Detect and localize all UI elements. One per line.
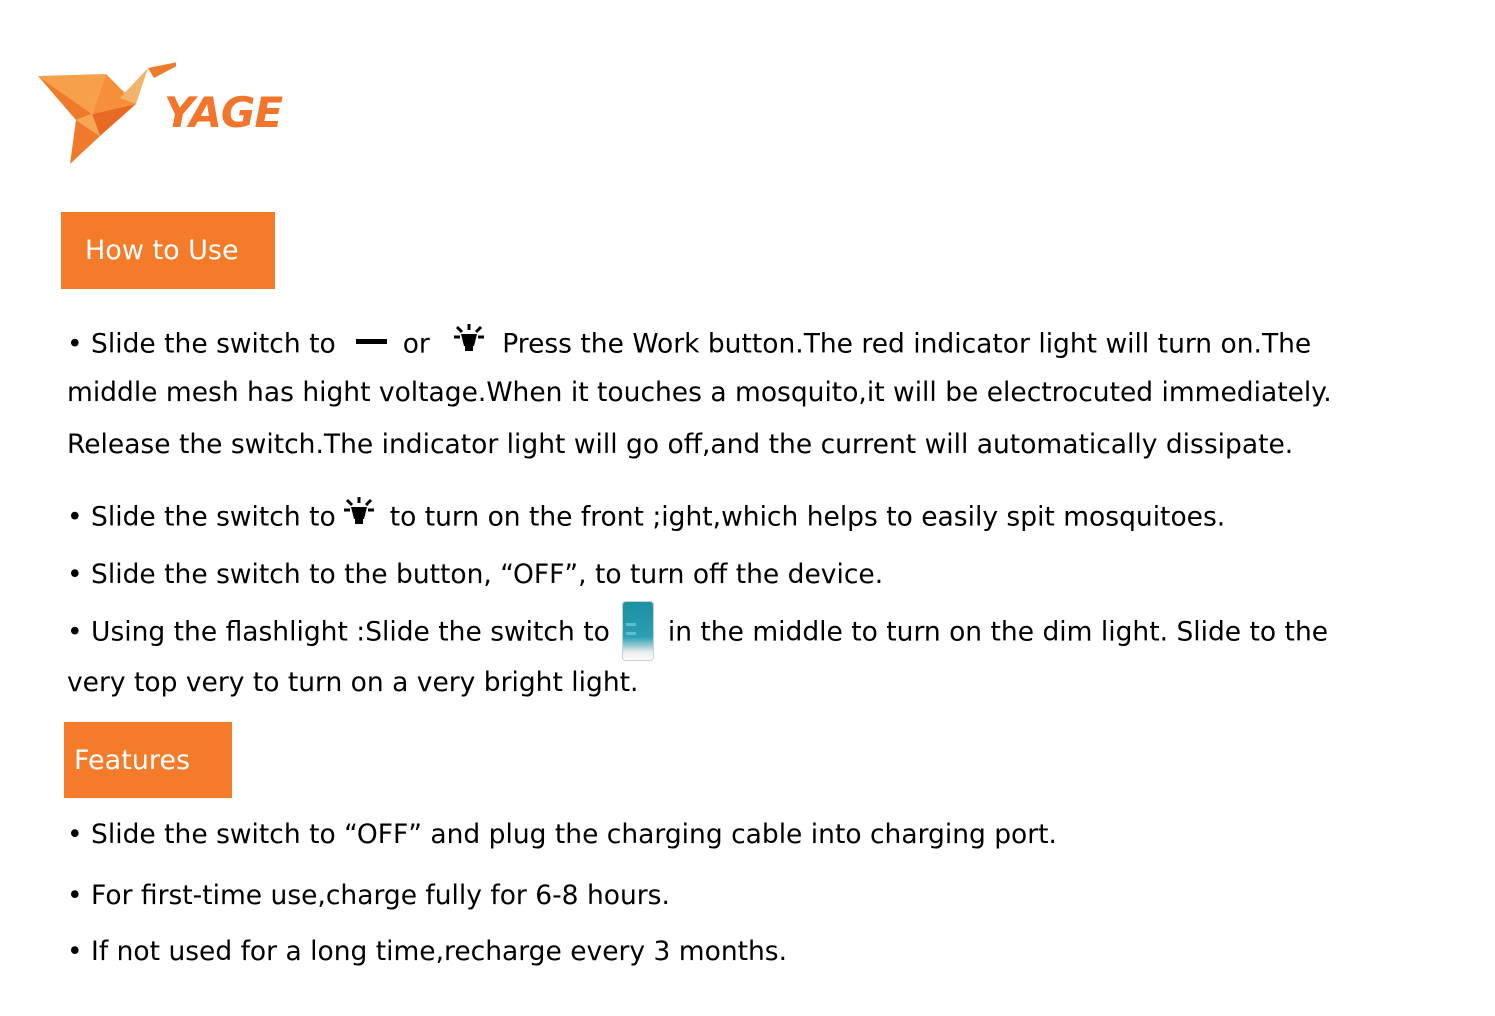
bar-switch-icon bbox=[356, 339, 387, 344]
item-1-text-b: or bbox=[402, 328, 430, 360]
how-to-use-heading bbox=[61, 212, 275, 289]
how-to-use-item-4-line-2: very top very to turn on a very bright light. bbox=[67, 667, 639, 698]
features-item-2: • For first-time use,charge fully for 6-8 hours. bbox=[67, 880, 670, 911]
slide-switch-icon bbox=[622, 601, 654, 661]
item-4-text-b: in the middle to turn on the dim light. Slide to the bbox=[667, 616, 1329, 648]
features-heading-text: Features bbox=[74, 744, 191, 776]
how-to-use-item-1-line-3: Release the switch.The indicator light will go off,and the current will automatically dissipate. bbox=[67, 429, 1294, 460]
features-item-3: • If not used for a long time,recharge every 3 months. bbox=[67, 936, 788, 967]
item-1-text-a: • Slide the switch to bbox=[67, 328, 336, 360]
features-heading bbox=[64, 722, 232, 798]
how-to-use-item-2 bbox=[67, 501, 1225, 535]
features-item-1: • Slide the switch to “OFF” and plug the charging cable into charging port. bbox=[67, 819, 1057, 850]
origami-bird-icon bbox=[36, 56, 176, 166]
light-bulb-icon bbox=[342, 497, 376, 531]
item-1-text-c: Press the Work button.The red indicator light will turn on.The bbox=[502, 328, 1312, 360]
how-to-use-heading-text: How to Use bbox=[85, 235, 239, 266]
brand-name: YAGE bbox=[164, 88, 283, 137]
how-to-use-item-1-line-2: middle mesh has hight voltage.When it touches a mosquito,it will be electrocuted immediately. bbox=[67, 377, 1332, 408]
item-2-text-b: to turn on the front ;ight,which helps to easily spit mosquitoes. bbox=[389, 501, 1226, 533]
light-bulb-icon bbox=[452, 324, 486, 358]
item-4-text-a: • Using the flashlight :Slide the switch to bbox=[67, 616, 610, 648]
item-2-text-a: • Slide the switch to bbox=[67, 501, 336, 533]
yage-logo bbox=[36, 56, 286, 166]
how-to-use-item-1-line-1 bbox=[67, 328, 1311, 362]
how-to-use-item-3: • Slide the switch to the button, “OFF”, to turn off the device. bbox=[67, 559, 884, 590]
how-to-use-item-4-line-1 bbox=[67, 603, 1328, 663]
